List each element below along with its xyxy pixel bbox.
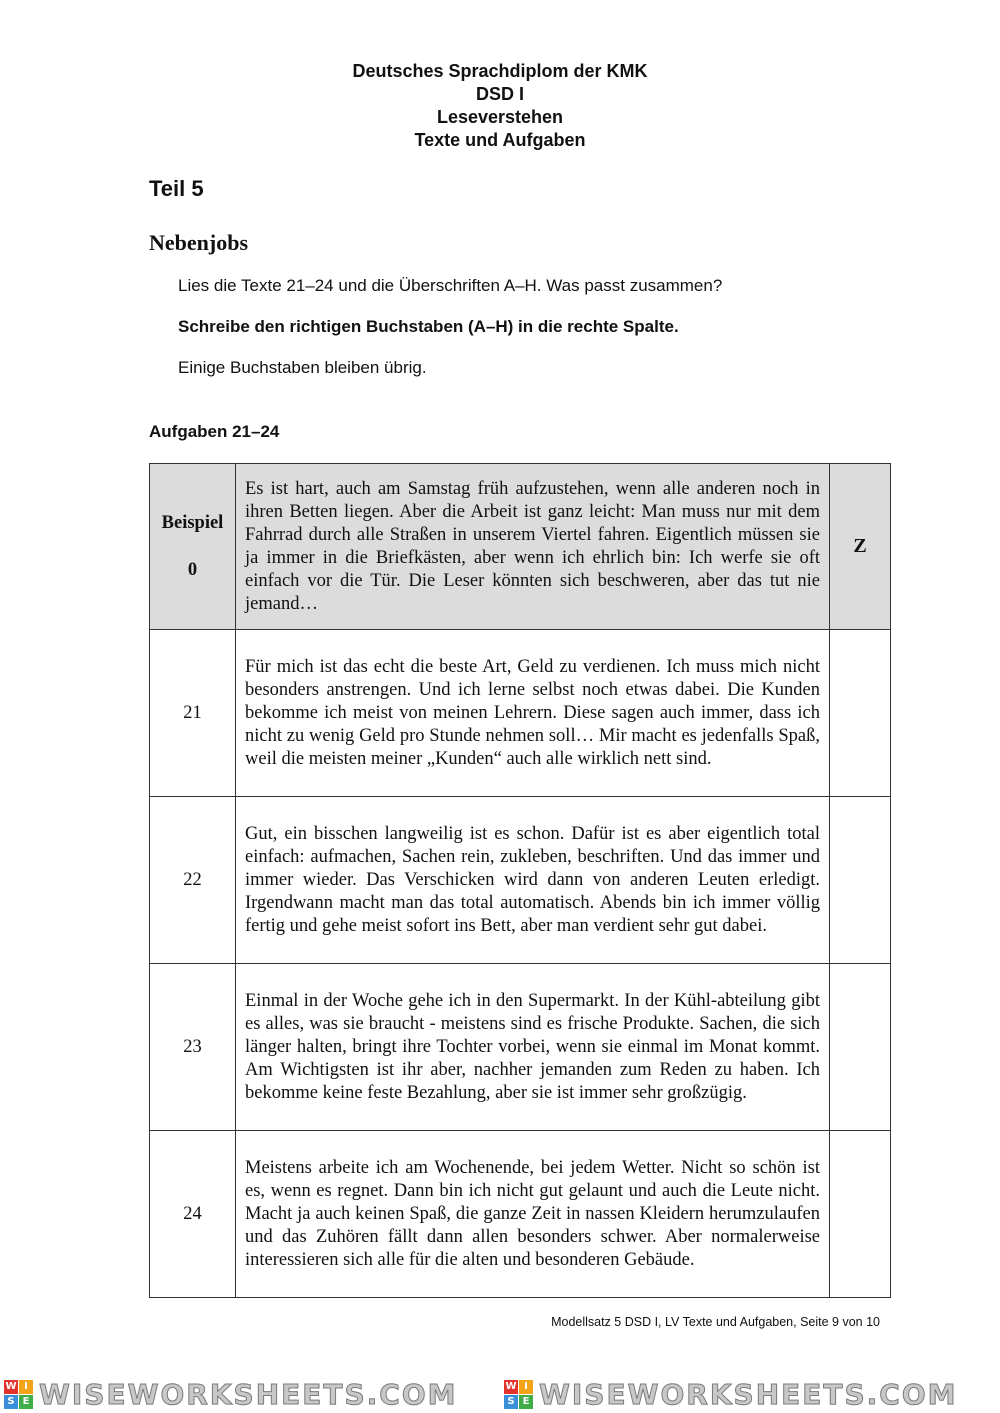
answer-field-22[interactable] [830,797,891,964]
example-row [150,464,891,630]
example-text: Es ist hart, auch am Samstag früh aufzustehen, wenn alle anderen noch in ihren Betten liegen. Aber die Arbeit ist ganz leicht: Man muss nur mit dem Fahrrad durch alle Straßen in unserem Viertel fahren. Eigentlich müssen sie ja immer in die Briefkästen, aber wenn ich ehrlich bin: Ich werfe sie oft einfach vor die Tür. Die Leser könnten sich beschweren, aber das tut nie jemand… [236,464,830,630]
task-text: Für mich ist das echt die beste Art, Geld zu verdienen. Ich muss mich nicht besonders anstrengen. Und ich lerne selbst noch etwas dabei. Die Kunden bekomme ich meist von meinen Lehrern. Diese sagen auch immer, dass ich nicht zu wenig Geld pro Stunde nehmen soll… Mir macht es jedenfalls Spaß, weil die meisten meiner „Kunden“ auch alle wirklich nett sind. [236,630,830,797]
instruction-2: Schreibe den richtigen Buchstaben (A–H) in die rechte Spalte. [178,317,679,336]
watermark-text: WISEWORKSHEETS.COM [39,1378,458,1411]
instruction-3: Einige Buchstaben bleiben übrig. [178,358,427,377]
task-number: 24 [150,1131,236,1298]
watermark-logo-icon: W I S E [4,1380,33,1409]
watermark-unit [504,1376,958,1413]
task-text: Gut, ein bisschen langweilig ist es schon. Dafür ist es aber eigentlich total einfach: aufmachen, Sachen rein, zukleben, beschriften. Und das immer und immer wieder. Das Verschicken wird dann von anderen Leuten erledigt. Irgendwann macht man das total automatisch. Abends bin ich immer völlig fertig und gehe meist sofort ins Bett, aber man verdient sehr gut dabei. [236,797,830,964]
page-footer: Modellsatz 5 DSD I, LV Texte und Aufgaben, Seite 9 von 10 [551,1315,880,1329]
tasks-label: Aufgaben 21–24 [149,422,280,441]
task-row [150,797,891,964]
instruction-1: Lies die Texte 21–24 und die Überschriften A–H. Was passt zusammen? [178,276,723,295]
task-text: Meistens arbeite ich am Wochenende, bei jedem Wetter. Nicht so schön ist es, wenn es regnet. Dann bin ich nicht gut gelaunt und auch die Leute nicht. Macht ja auch keinen Spaß, die ganze Zeit in nassen Kleidern herumzulaufen und das Zuhören fällt dann allen besonders schwer. Aber normalerweise interessieren sich alle für die alten und besonderen Gebäude. [236,1131,830,1298]
header-line-4: Texte und Aufgaben [414,130,586,150]
answer-field-23[interactable] [830,964,891,1131]
task-row [150,630,891,797]
watermark-banner [0,1376,1000,1413]
answer-field-24[interactable] [830,1131,891,1298]
watermark-logo-icon: W I S E [504,1380,533,1409]
example-answer: Z [830,464,891,630]
topic-title: Nebenjobs [149,230,249,255]
task-row [150,964,891,1131]
task-number: 21 [150,630,236,797]
header-line-2: DSD I [475,84,524,104]
task-number: 22 [150,797,236,964]
section-title: Teil 5 [149,176,204,201]
watermark-unit [4,1376,458,1413]
task-text: Einmal in der Woche gehe ich in den Supermarkt. In der Kühl-abteilung gibt es alles, was sie braucht - meistens sind es frische Produkte. Sachen, die sich länger halten, bringt ihre Tochter vorbei, wenn sie einmal im Monat kommt. Am Wichtigsten ist ihr aber, nachher jemanden zum Reden zu haben. Ich bekomme keine feste Bezahlung, aber sie ist immer sehr großzügig. [236,964,830,1131]
exercise-table [149,463,891,1298]
example-label: Beispiel [161,512,224,533]
watermark-text: WISEWORKSHEETS.COM [539,1378,958,1411]
task-number: 23 [150,964,236,1131]
example-number-cell [150,464,236,630]
example-number: 0 [187,559,198,580]
answer-field-21[interactable] [830,630,891,797]
document-header [0,60,1000,152]
header-line-1: Deutsches Sprachdiplom der KMK [352,61,648,81]
header-line-3: Leseverstehen [436,107,564,127]
task-row [150,1131,891,1298]
